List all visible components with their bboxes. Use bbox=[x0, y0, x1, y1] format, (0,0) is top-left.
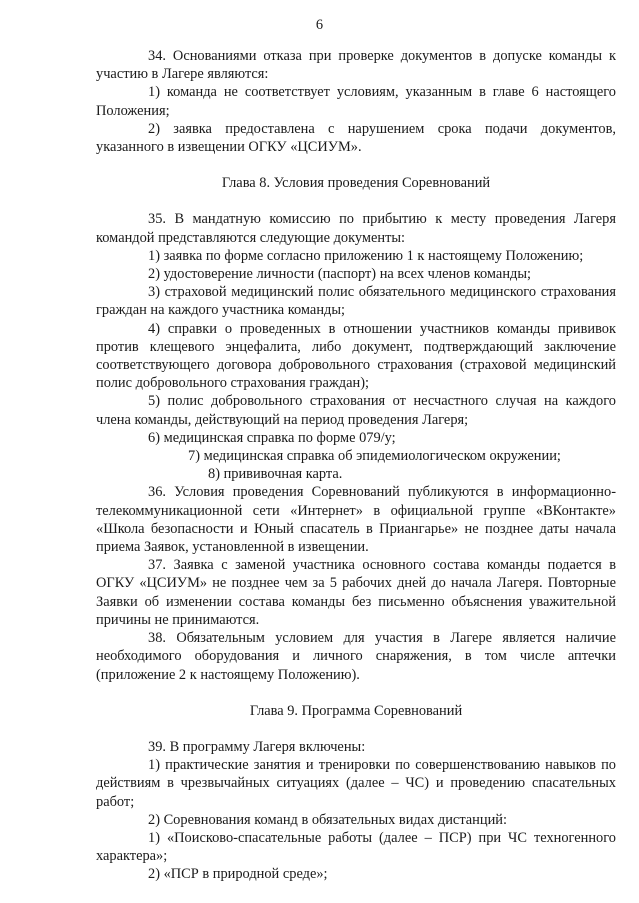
paragraph-35-item: 7) медицинская справка об эпидемиологическом окружении; bbox=[188, 448, 561, 465]
paragraph-35-item: 8) прививочная карта. bbox=[208, 466, 343, 483]
paragraph-37: 37. Заявка с заменой участника основного состава команды подается в ОГКУ «ЦСИУМ» не позднее чем за 5 рабочих дней до начала Лагеря. Повторные Заявки об изменении состава команды без письменно объяснения уважительной причины не принимаются. bbox=[96, 557, 616, 628]
paragraph-38: 38. Обязательным условием для участия в Лагере является наличие необходимого оборудования и личного снаряжения, в том числе аптечки (приложение 2 к настоящему Положению). bbox=[96, 630, 616, 683]
paragraph-34-item-1: 1) команда не соответствует условиям, указанным в главе 6 настоящего Положения; bbox=[96, 84, 616, 119]
page-number: 6 bbox=[315, 17, 324, 33]
paragraph-36: 36. Условия проведения Соревнований публикуются в информационно-телекоммуникационной сети «Интернет» в официальной группе «ВКонтакте» «Школа безопасности и Юный спасатель в Приангарье» не позднее даты начала приема Заявок, установленной в извещении. bbox=[96, 484, 616, 556]
paragraph-35: 35. В мандатную комиссию по прибытию к месту проведения Лагеря командой представляются следующие документы: bbox=[96, 211, 616, 246]
paragraph-35-item: 1) заявка по форме согласно приложению 1 к настоящему Положению; bbox=[148, 247, 584, 264]
paragraph-39-item: 2) Соревнования команд в обязательных видах дистанций: bbox=[148, 811, 507, 828]
paragraph-39-item: 2) «ПСР в природной среде»; bbox=[148, 866, 328, 883]
paragraph-35-item: 4) справки о проведенных в отношении участников команды прививок против клещевого энцефалита, либо документ, подтверждающий заключение соответствующего договора добровольного страхования (страховой медицинский полис добровольного страхования граждан); bbox=[96, 320, 616, 392]
chapter-8-heading: Глава 8. Условия проведения Соревнований bbox=[221, 175, 491, 192]
paragraph-39-item: 1) практические занятия и тренировки по совершенствованию навыков по действиям в чрезвычайных ситуациях (далее – ЧС) и проведению спасательных работ; bbox=[96, 757, 616, 810]
chapter-9-heading: Глава 9. Программа Соревнований bbox=[249, 702, 463, 719]
paragraph-34: 34. Основаниями отказа при проверке документов в допуске команды к участию в Лагере являются: bbox=[96, 48, 616, 83]
paragraph-34-item-2: 2) заявка предоставлена с нарушением срока подачи документов, указанного в извещении ОГКУ «ЦСИУМ». bbox=[96, 120, 616, 156]
paragraph-35-item: 5) полис добровольного страхования от несчастного случая на каждого члена команды, действующий на период проведения Лагеря; bbox=[96, 393, 616, 428]
paragraph-35-item: 3) страховой медицинский полис обязательного медицинского страхования граждан на каждого участника команды; bbox=[96, 284, 616, 319]
paragraph-35-item: 6) медицинская справка по форме 079/у; bbox=[148, 429, 396, 446]
paragraph-39: 39. В программу Лагеря включены: bbox=[148, 738, 366, 755]
paragraph-39-item: 1) «Поисково-спасательные работы (далее – ПСР) при ЧС техногенного характера»; bbox=[96, 829, 616, 865]
paragraph-35-item: 2) удостоверение личности (паспорт) на всех членов команды; bbox=[148, 266, 532, 283]
document-body bbox=[96, 47, 616, 884]
